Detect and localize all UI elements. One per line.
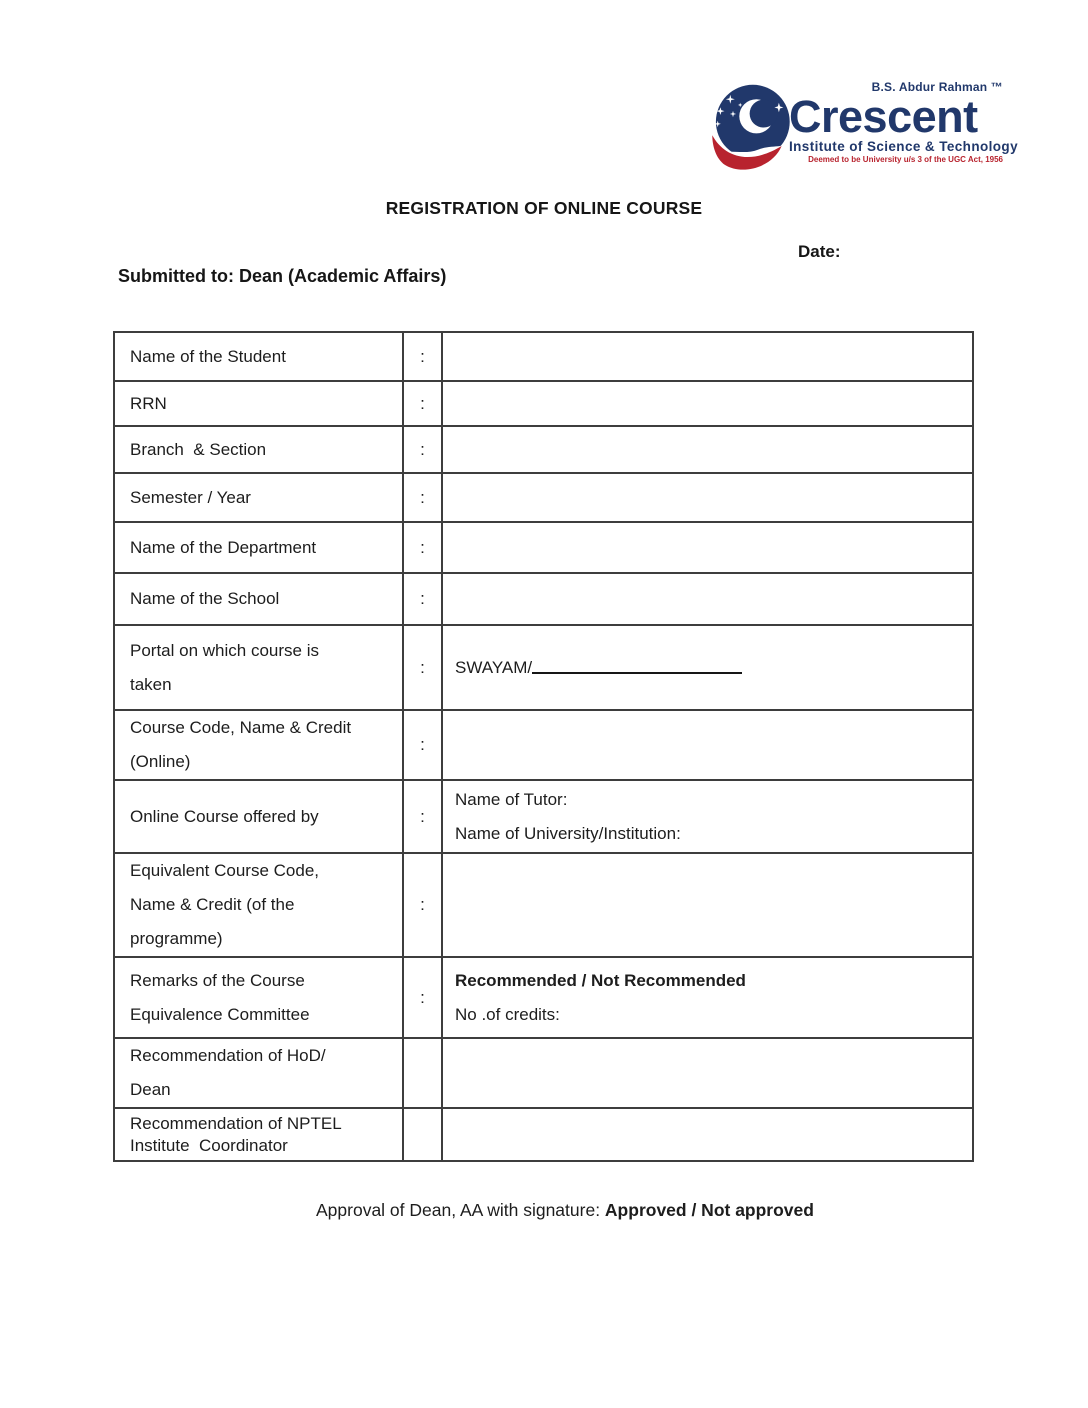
table-row-school-name	[114, 573, 973, 625]
approval-options: Approved / Not approved	[604, 1200, 814, 1220]
crescent-moon-stars-icon	[705, 83, 797, 173]
row-value	[442, 473, 973, 522]
registration-form-table	[113, 331, 974, 1162]
table-row-student-name	[114, 332, 973, 381]
row-colon: :	[403, 573, 442, 625]
row-label: Semester / Year	[114, 473, 403, 522]
table-row-branch-section	[114, 426, 973, 473]
row-value: SWAYAM/	[442, 625, 973, 710]
row-label: Remarks of the Course Equivalence Committee	[114, 957, 403, 1038]
row-value	[442, 522, 973, 573]
row-label: Recommendation of NPTEL Institute Coordinator	[114, 1108, 403, 1161]
row-value	[442, 381, 973, 426]
row-label: Portal on which course is taken	[114, 625, 403, 710]
table-row-equivalent-course	[114, 853, 973, 957]
logo-trademark-name: B.S. Abdur Rahman ™	[871, 80, 1003, 94]
row-colon: :	[403, 780, 442, 853]
row-label: RRN	[114, 381, 403, 426]
table-row-semester-year	[114, 473, 973, 522]
row-colon: :	[403, 332, 442, 381]
row-label: Equivalent Course Code, Name & Credit (of the programme)	[114, 853, 403, 957]
row-colon: :	[403, 522, 442, 573]
form-table-body	[114, 332, 973, 1161]
table-row-rrn	[114, 381, 973, 426]
approval-prefix: Approval of Dean, AA with signature:	[316, 1200, 605, 1220]
row-label: Branch & Section	[114, 426, 403, 473]
table-row-remarks-equivalence-committee	[114, 957, 973, 1038]
table-row-department-name	[114, 522, 973, 573]
row-value	[442, 332, 973, 381]
row-colon: :	[403, 426, 442, 473]
row-colon: :	[403, 710, 442, 780]
row-value	[442, 1038, 973, 1108]
logo-tagline: Deemed to be University u/s 3 of the UGC Act, 1956	[808, 155, 1003, 164]
row-label: Online Course offered by	[114, 780, 403, 853]
document-title: REGISTRATION OF ONLINE COURSE	[385, 198, 703, 218]
row-colon	[403, 1038, 442, 1108]
row-label: Name of the Student	[114, 332, 403, 381]
table-row-recommendation-hod-dean	[114, 1038, 973, 1108]
blank-underline	[532, 657, 742, 674]
table-row-offered-by	[114, 780, 973, 853]
row-value: Name of Tutor: Name of University/Institution:	[442, 780, 973, 853]
logo-brand-name: Crescent	[789, 91, 978, 142]
table-row-portal	[114, 625, 973, 710]
row-colon: :	[403, 473, 442, 522]
logo-text-block	[789, 80, 1018, 165]
row-label: Course Code, Name & Credit (Online)	[114, 710, 403, 780]
row-value	[442, 426, 973, 473]
table-row-course-code-online	[114, 710, 973, 780]
row-value	[442, 853, 973, 957]
row-colon: :	[403, 957, 442, 1038]
table-row-recommendation-nptel-coordinator	[114, 1108, 973, 1161]
row-label: Name of the School	[114, 573, 403, 625]
row-colon	[403, 1108, 442, 1161]
institute-logo	[705, 80, 1018, 173]
date-label: Date:	[798, 242, 841, 261]
approval-line	[316, 1200, 814, 1221]
logo-subtitle: Institute of Science & Technology	[789, 139, 1018, 154]
row-colon: :	[403, 625, 442, 710]
row-value	[442, 710, 973, 780]
submitted-to-line: Submitted to: Dean (Academic Affairs)	[118, 266, 447, 286]
row-label: Name of the Department	[114, 522, 403, 573]
row-value	[442, 573, 973, 625]
row-value: Recommended / Not Recommended No .of credits:	[442, 957, 973, 1038]
row-value	[442, 1108, 973, 1161]
row-label: Recommendation of HoD/ Dean	[114, 1038, 403, 1108]
row-colon: :	[403, 853, 442, 957]
row-colon: :	[403, 381, 442, 426]
